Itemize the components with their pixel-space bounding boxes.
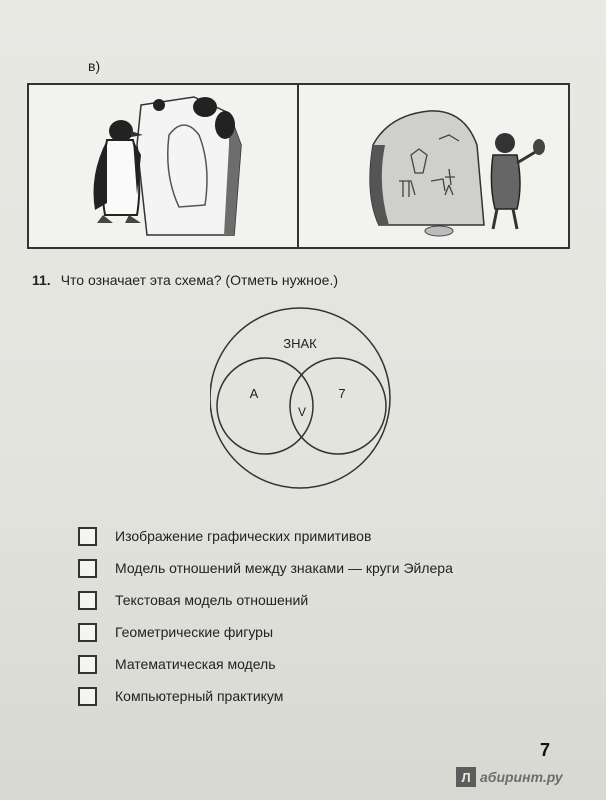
penguins-illustration	[29, 85, 297, 247]
caveman-illustration	[299, 85, 568, 247]
labirint-logo-icon: Л	[456, 767, 476, 787]
answer-option-label: Геометрические фигуры	[115, 624, 274, 640]
answer-checkbox[interactable]	[78, 623, 97, 642]
watermark-text: абиринт.ру	[480, 769, 563, 785]
variant-label: в)	[88, 58, 101, 74]
answer-option	[78, 584, 453, 616]
answer-option-label: Компьютерный практикум	[115, 688, 284, 704]
intersection-label: V	[297, 405, 307, 419]
picture-panel	[27, 83, 570, 249]
answer-option-label: Модель отношений между знаками — круги Эйлера	[115, 560, 453, 576]
answer-checkbox[interactable]	[78, 527, 97, 546]
answer-checkbox[interactable]	[78, 655, 97, 674]
answer-options	[78, 520, 453, 712]
outer-circle	[210, 308, 390, 488]
answer-option-label: Математическая модель	[115, 656, 276, 672]
answer-checkbox[interactable]	[78, 591, 97, 610]
answer-option-label: Изображение графических примитивов	[115, 528, 372, 544]
task-question: Что означает эта схема? (Отметь нужное.)	[60, 272, 339, 288]
answer-option	[78, 680, 453, 712]
labirint-watermark	[456, 767, 563, 787]
answer-option	[78, 520, 453, 552]
euler-diagram	[210, 306, 450, 496]
answer-option	[78, 616, 453, 648]
answer-checkbox[interactable]	[78, 559, 97, 578]
answer-option	[78, 552, 453, 584]
outer-label: ЗНАК	[283, 336, 317, 351]
task-number: 11.	[32, 272, 51, 288]
answer-option-label: Текстовая модель отношений	[115, 592, 309, 608]
answer-checkbox[interactable]	[78, 687, 97, 706]
left-label: А	[249, 386, 259, 401]
task-11	[32, 272, 338, 288]
page-number: 7	[540, 740, 551, 760]
answer-option	[78, 648, 453, 680]
right-label: 7	[338, 386, 346, 401]
